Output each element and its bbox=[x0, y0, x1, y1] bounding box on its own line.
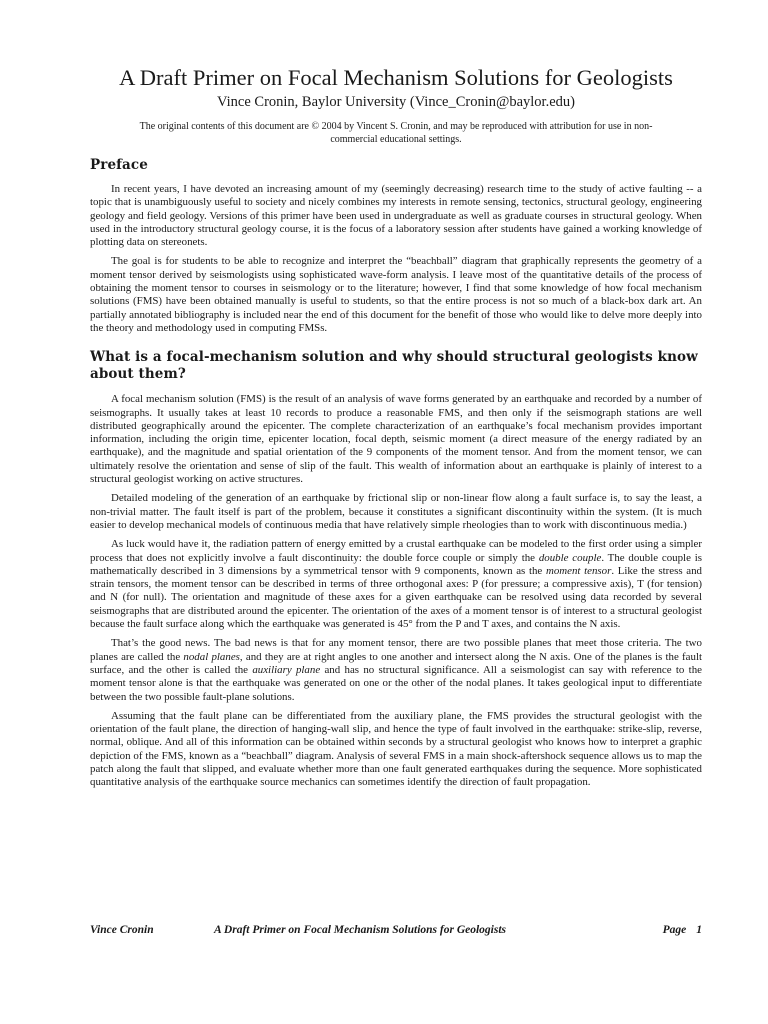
author-line: Vince Cronin, Baylor University (Vince_Cronin@baylor.edu) bbox=[217, 94, 575, 110]
preface-paragraph-2: The goal is for students to be able to recognize and interpret the “beachball” diagram that graphically represents the geometry of a moment tensor derived by seismologists using sophisticated wave-form analysis. I leave most of the quantitative details of the process of obtaining the moment tensor to courses in seismology or to the literature; however, I find that some knowledge of how focal mechanism solutions (FMS) have been obtained manually is useful to students, so that the entire process is not so much of a black-box dark art. An partially annotated bibliography is included near the end of this document for the benefit of those who would like to delve more deeply into the theory and methodology used in computing FMSs. bbox=[90, 255, 702, 334]
footer-page-number: 1 bbox=[696, 924, 702, 936]
term-double-couple: double couple bbox=[538, 551, 602, 564]
section-paragraph-4 bbox=[90, 637, 702, 703]
paragraph-text: That’s the good news. The bad news is that for any moment tensor, there are two possible planes that meet those criteria. The two planes are called the bbox=[90, 637, 702, 663]
preface-paragraph-1: In recent years, I have devoted an increasing amount of my (seemingly decreasing) research time to the study of active faulting -- a topic that is unambiguously useful to society and nicely combines my interests in remote sensing, tectonics, structural geology, engineering geology and field geology. Versions of this primer have been used in undergraduate as well as graduate courses in structural geology. When used in the introductory structural geology course, it is the focus of a laboratory session after students have gained a working knowledge of plotting data on stereonets. bbox=[90, 183, 702, 249]
document-page bbox=[90, 64, 702, 796]
preface-heading: Preface bbox=[90, 157, 148, 173]
document-title: A Draft Primer on Focal Mechanism Solutions for Geologists bbox=[119, 65, 673, 90]
term-moment-tensor: moment tensor bbox=[545, 564, 612, 577]
paragraph-text: . Like the stress and strain tensors, the moment tensor can be described in terms of three orthogonal axes: P (for pressure; a compressive axis), T (for tension) and N (for null). The orientation and magnitude of these axes for a given earthquake can be resolved using data recorded by several seismographs that are distributed around the epicenter. The orientation of the axes of a moment tensor is of interest to a structural geologist because the fault surface along which the earthquake was generated is 45° from the P and T axes, and contains the N axis. bbox=[90, 564, 702, 631]
section-paragraph-3 bbox=[90, 538, 702, 631]
section-paragraph-5: Assuming that the fault plane can be differentiated from the auxiliary plane, the FMS provides the structural geologist with the orientation of the fault plane, the direction of hanging-wall slip, and hence the type of fault involved in the earthquake: strike-slip, reverse, normal, oblique. And all of this information can be obtained within seconds by a structural geologist who knows how to interpret a graphic depiction of the FMS, known as a “beachball” diagram. Analysis of several FMS in a main shock-aftershock sequence allows us to map the patch along the fault that slipped, and evaluate whether more than one fault generated earthquakes during the sequence. More sophisticated quantitative analysis of the earthquake source mechanics can sometimes identify the direction of fault propagation. bbox=[90, 709, 702, 789]
footer-author: Vince Cronin bbox=[90, 924, 154, 936]
paragraph-text: , and they are at right angles to one another and intersect along the N axis. One of the planes is the fault surface, and the other is called the bbox=[90, 650, 703, 676]
term-nodal-planes: nodal planes bbox=[183, 650, 240, 663]
paragraph-text: and has no structural significance. All a seismologist can say with reference to the moment tensor alone is that the earthquake was generated on one or the other of the nodal planes. It takes geological input to differentiate between the two possible fault-plane solutions. bbox=[90, 663, 702, 703]
footer-page bbox=[653, 923, 702, 937]
paragraph-text: As luck would have it, the radiation pattern of energy emitted by a crustal earthquake can be modeled to the first order using a simpler process that does not explicitly involve a fault discontinuity: the double force couple or simply the bbox=[90, 538, 702, 564]
section-paragraph-2: Detailed modeling of the generation of an earthquake by frictional slip or non-linear flow along a fault surface is, to say the least, a non-trivial matter. The fault itself is part of the problem, because it constitutes a significant discontinuity within the system. (It is much easier to develop mechanical models of continuous media that have relatively simple rheologies than to work with discontinuous media.) bbox=[90, 492, 702, 531]
paragraph-text: . The double couple is mathematically described in 3 dimensions by a symmetrical tensor with 9 components, known as the bbox=[90, 551, 702, 577]
footer-page-label: Page bbox=[662, 924, 687, 936]
footer-title: A Draft Primer on Focal Mechanism Solutions for Geologists bbox=[214, 924, 507, 936]
copyright-notice: The original contents of this document are © 2004 by Vincent S. Cronin, and may be reproduced with attribution for use in non-commercial educational settings. bbox=[139, 121, 653, 145]
section-paragraph-1: A focal mechanism solution (FMS) is the result of an analysis of wave forms generated by an earthquake and recorded by a number of seismographs. It usually takes at least 10 records to produce a reasonable FMS, and then only if the seismograph stations are well distributed geographically around the epicenter. The complete characterization of an earthquake’s focal mechanism provides important information, including the origin time, epicenter location, focal depth, seismic moment (a direct measure of the energy radiated by an earthquake), and the magnitude and spatial orientation of the 9 components of the moment tensor. And from the moment tensor, we can ultimately resolve the orientation and sense of slip of the fault. This wealth of information about an earthquake is plainly of interest to a structural geologist working on active structures. bbox=[90, 393, 702, 486]
term-auxiliary-plane: auxiliary plane bbox=[252, 663, 321, 676]
section-heading: What is a focal-mechanism solution and why should structural geologists know about them? bbox=[90, 349, 698, 383]
